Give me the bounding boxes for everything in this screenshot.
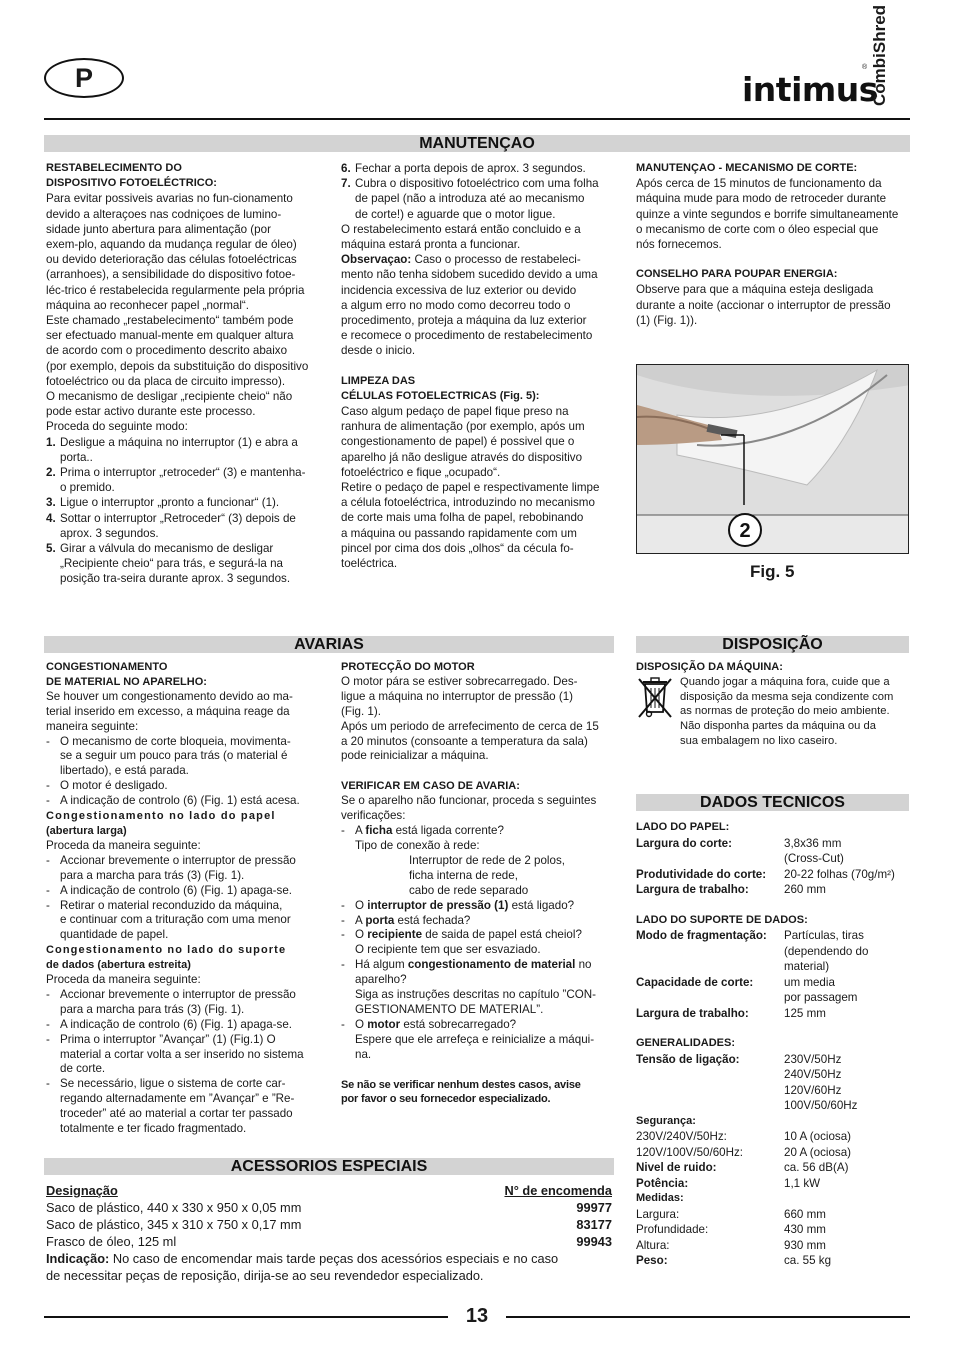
accessory-row: [46, 1216, 612, 1233]
body-line: de corte mais uma folha de papel, rebobinando: [341, 511, 584, 525]
fault-bullet: - O mecanismo de corte bloqueia, movimenta- se a seguir um pouco para trás (o material é libertado), e está parada.: [46, 734, 291, 778]
brand-name: intimus: [742, 70, 878, 109]
reset-step: 5. Girar a válvula do mecanismo de desligar „Recipiente cheio“ para trás, e segurá-la na posição tra-seira durante aprox. 3 segundos.: [46, 542, 291, 586]
check-item: - O motor está sobrecarregado? Espere que ele arrefeça e reinicialize a máqui- na.: [341, 1017, 595, 1061]
spec-label: Profundidade:: [636, 1223, 709, 1236]
body-line: O motor pára se estiver sobrecarregado. Des-: [341, 674, 578, 688]
faults-col1: [46, 660, 318, 1137]
subheading: DE MATERIAL NO APARELHO:: [46, 675, 207, 688]
subheading: LIMPEZA DAS: [341, 374, 416, 387]
body-line: Se o aparelho não funcionar, proceda s seguintes: [341, 794, 597, 808]
body-line: maneira seguinte:: [46, 719, 139, 733]
reset-step: 7. Cubra o dispositivo fotoeléctrico com uma folha de papel (não a introduza até ao mecanismo de corte!) e aguarde que o motor ligue.: [341, 177, 599, 221]
fault-bullet: - Accionar brevemente o interruptor de pressão para a marcha para trás (3) (Fig. 1).: [46, 987, 296, 1016]
faults-col2: [341, 660, 613, 1107]
check-keyword: recipiente: [367, 928, 423, 942]
check-keyword: motor: [367, 1017, 401, 1031]
check-item: - O interruptor de pressão (1) está ligado?: [341, 898, 575, 912]
accessories-table: [46, 1182, 612, 1284]
subheading: MANUTENÇAO - MECANISMO DE CORTE:: [636, 162, 858, 174]
section-title-accessories: ACESSORIOS ESPECIAIS: [44, 1158, 614, 1175]
fault-bullet: - Retirar o material reconduzido da máquina, e continuar com a trituração com uma menor quantidade de papel.: [46, 898, 291, 942]
spec-value: um media por passagem: [784, 975, 858, 1004]
spec-row: [636, 1129, 910, 1145]
body-line: O mecanismo de desligar „recipiente cheio“ não: [46, 390, 293, 404]
disposal-line: Quando jogar a máquina fora, cuide que a: [680, 676, 890, 689]
disposal-line: disposição da mesma seja condizente com: [680, 690, 894, 703]
spec-value: Partículas, tiras (dependendo do material): [784, 929, 869, 973]
reset-step: 4. Sottar o interruptor „Retroceder“ (3) depois de aprox. 3 segundos.: [46, 511, 296, 540]
subheading: LADO DO PAPEL:: [636, 821, 730, 833]
bullet-dash: -: [341, 898, 345, 912]
spec-value: 125 mm: [784, 1006, 826, 1020]
subheading: RESTABELECIMENTO DO: [46, 162, 182, 174]
bullet-dash: -: [46, 1017, 50, 1031]
registered-mark: ®: [862, 64, 868, 71]
check-keyword: porta: [365, 913, 395, 927]
bullet-dash: -: [341, 913, 345, 927]
subheading: VERIFICAR EM CASO DE AVARIA:: [341, 780, 520, 793]
bullet-dash: -: [46, 1077, 50, 1091]
body-line: ser efectuado manual-mente em qualquer altura: [46, 329, 294, 343]
spec-row: [636, 1253, 910, 1269]
spec-value: 1,1 kW: [784, 1176, 821, 1190]
check-keyword: ficha: [365, 824, 393, 838]
page-number: 13: [465, 1305, 489, 1327]
step-number: 2.: [46, 466, 56, 480]
body-line: a algum erro no modo como decorreu todo o: [341, 298, 571, 312]
fault-bullet: - Accionar brevemente o interruptor de pressão para a marcha para trás (3) (Fig. 1).: [46, 853, 296, 882]
spec-label: Tensão de ligação:: [636, 1052, 740, 1066]
bullet-dash: -: [46, 883, 50, 897]
bullet-dash: -: [46, 1032, 50, 1046]
reset-step: 2. Prima o interruptor „retroceder“ (3) e mantenha- o premido.: [46, 466, 306, 495]
body-line: nós fornecemos.: [636, 238, 722, 252]
body-line: Retire o pedaço de papel e respectivamente limpe: [341, 481, 600, 495]
body-line: Após cerca de 15 minutos de funcionamento da: [636, 177, 882, 191]
spec-label: Largura de trabalho:: [636, 1006, 749, 1020]
fault-bullet-list: [46, 854, 318, 943]
step-number: 5.: [46, 542, 56, 556]
disposal-line: as normas de proteção do meio ambiente.: [680, 705, 890, 718]
bullet-dash: -: [46, 779, 50, 793]
spec-value: 430 mm: [784, 1223, 826, 1236]
spec-row: [636, 1176, 910, 1192]
final-note: Se não se verificar nenhum destes casos, avise: [341, 1078, 581, 1091]
spacer: [341, 764, 613, 779]
spec-value: 660 mm: [784, 1207, 826, 1221]
figure-5-photo: [636, 364, 909, 554]
section-title-maintenance: MANUTENÇAO: [44, 135, 910, 152]
accessories-header: [46, 1182, 612, 1199]
spec-value: ca. 55 kg: [784, 1254, 832, 1267]
spacer: [636, 1021, 910, 1036]
body-line: e recomece o procedimento de restabelecimento: [341, 329, 593, 343]
accessory-name: Saco de plástico, 345 x 310 x 750 x 0,17 mm: [46, 1217, 302, 1232]
final-note: por favor o seu fornecedor especializado.: [341, 1093, 551, 1106]
spec-row: [636, 1222, 910, 1238]
spec-value: 20 A (ociosa): [784, 1145, 852, 1159]
spec-label: Capacidade de corte:: [636, 975, 754, 989]
spec-value: 20-22 folhas (70g/m²): [784, 867, 895, 881]
figure-callout-2: 2: [739, 520, 751, 542]
spec-label: Peso:: [636, 1254, 668, 1267]
spec-value: ca. 56 dB(A): [784, 1161, 849, 1174]
spec-label: Altura:: [636, 1238, 670, 1252]
fault-bullet-list: [46, 988, 318, 1137]
footer-rule-left: [44, 1316, 448, 1318]
bullet-dash: -: [46, 794, 50, 808]
body-line: Após um periodo de arrefecimento de cerca de 15: [341, 719, 599, 733]
accessory-order-number: 83177: [576, 1217, 612, 1232]
body-line: pincel por cima dos dois „olhos“ da cécula fo-: [341, 541, 574, 555]
spec-label: Largura:: [636, 1207, 680, 1221]
connection-types: [355, 854, 613, 899]
spec-value: 3,8x36 mm (Cross-Cut): [784, 836, 844, 865]
figure-caption: Fig. 5: [750, 562, 795, 581]
spec-row: [636, 1207, 910, 1223]
connection-type: cabo de rede separado: [409, 883, 529, 897]
body-line: devido a alteraçoes nas codniçoes de lumino-: [46, 207, 282, 221]
body-line: Proceda da maneira seguinte:: [46, 973, 201, 987]
body-line: fotoeléctrico ou da placa de circuito impresso).: [46, 374, 286, 388]
body-line: máquina ao reconhecer papel „normal“.: [46, 298, 250, 312]
bullet-dash: -: [46, 734, 50, 748]
body-line: Este chamado „restabelecimento“ também pode: [46, 314, 294, 328]
body-line: léc-trico é restabelecida regularmente pela própria: [46, 283, 305, 297]
body-line: a 20 minutos (consoante a temperatura da sala): [341, 734, 588, 748]
body-line: (por exemplo, depois da substituição do dispositivo: [46, 359, 309, 373]
disposal-heading: DISPOSIÇÃO DA MÁQUINA:: [636, 661, 783, 673]
fault-bullet: - A indicação de controlo (6) (Fig. 1) está acesa.: [46, 794, 300, 808]
spec-label: 230V/240V/50Hz:: [636, 1130, 727, 1143]
spacer: [341, 1063, 613, 1078]
spec-row: [636, 975, 910, 1006]
body-line: máquina estará pronta a funcionar.: [341, 238, 521, 252]
body-line: Proceda da maneira seguinte:: [46, 838, 201, 852]
step-number: 4.: [46, 511, 56, 525]
spacer: [636, 252, 910, 267]
disposal-line: Não disponha partes da máquina ou da: [680, 719, 876, 732]
body-line: o mecanismo de corte com o óleo especial que: [636, 222, 879, 236]
spec-label: Produtividade do corte:: [636, 867, 767, 881]
maintenance-col2: [341, 161, 613, 571]
spec-row: [636, 1006, 910, 1022]
spacer: [341, 359, 613, 374]
body-line: pode estar activo durante este processo.: [46, 405, 256, 419]
check-item: - Há algum congestionamento de material no aparelho? Siga as instruções descritas no capítulo ”CON- GESTIONAMENTO DE MATERIAL”.: [341, 958, 596, 1016]
spec-label: Nivel de ruido:: [636, 1161, 717, 1174]
disposal-block: [636, 660, 910, 748]
shredder-feed-illustration: [637, 365, 909, 554]
body-line: toeléctrica.: [341, 557, 398, 571]
body-line: fotoeléctrico e fique „ocupado“.: [341, 465, 501, 479]
body-line: ou devido deterioração das células fotoeléctricas: [46, 253, 297, 267]
check-item: - A ficha está ligada corrente? Tipo de conexão à rede: Interruptor de rede de 2 polos, ficha interna de rede, cabo de rede separado: [341, 824, 613, 899]
reset-step: 3. Ligue o interruptor „pronto a funcionar“ (1).: [46, 496, 280, 510]
body-line: a célula fotoeléctrica, introduzindo no mecanismo: [341, 496, 595, 510]
body-line: procedimento, proteja a máquina da luz exterior: [341, 314, 587, 328]
observation-line: Observaçao: Caso o processo de restabeleci-: [341, 253, 581, 267]
subheading: de dados (abertura estreita): [46, 959, 191, 972]
spec-label: Potência:: [636, 1176, 689, 1190]
bullet-dash: -: [46, 853, 50, 867]
body-line: ligue a máquina no interruptor de pressão (1): [341, 689, 574, 703]
accessory-row: [46, 1233, 612, 1250]
body-line: ranhura de alimentação (por exemplo, após um: [341, 420, 585, 434]
reset-step-list: [341, 161, 613, 222]
subheading: Medidas:: [636, 1192, 684, 1204]
spec-row: [636, 1160, 910, 1176]
subheading: LADO DO SUPORTE DE DADOS:: [636, 913, 808, 926]
spec-value: 260 mm: [784, 883, 826, 896]
subheading: CÉLULAS FOTOELECTRICAS (Fig. 5):: [341, 389, 540, 402]
fault-bullet: - Prima o interruptor ”Avançar” (1) (Fig.1) O material a cortar volta a ser inserido no sistema de corte.: [46, 1032, 304, 1076]
body-line: mento não tenha sidobem sucedido devido a uma: [341, 268, 598, 282]
spec-row: [636, 1238, 910, 1254]
spec-row: [636, 836, 910, 867]
spec-row: [636, 928, 910, 975]
body-line: exem-plo, aquando da mudança regular de óleo): [46, 238, 297, 252]
body-line: Para evitar possiveis avarias no fun-cionamento: [46, 192, 293, 206]
disposal-line: sua embalagem no lixo caseiro.: [680, 734, 838, 747]
spec-row: [636, 867, 910, 883]
brand-logo: [742, 4, 912, 109]
tech-data: [636, 820, 910, 1269]
maintenance-col3: [636, 161, 910, 328]
fault-bullet: - O motor é desligado.: [46, 779, 168, 793]
step-number: 6.: [341, 162, 351, 175]
section-title-disposal: DISPOSIÇÃO: [636, 636, 909, 653]
subheading: Segurança:: [636, 1114, 696, 1127]
section-title-faults: AVARIAS: [44, 636, 614, 653]
body-line: pode reinicializar a máquina.: [341, 749, 489, 763]
body-line: a máquina ou passando rapidamente com um: [341, 526, 577, 540]
connection-type: ficha interna de rede,: [409, 868, 518, 882]
reset-step-list: [46, 435, 318, 587]
subheading: GENERALIDADES:: [636, 1037, 736, 1049]
spec-value: 230V/50Hz 240V/50Hz 120V/60Hz 100V/50/60Hz: [784, 1052, 858, 1112]
step-number: 7.: [341, 177, 351, 191]
connection-type: Interruptor de rede de 2 polos,: [409, 853, 565, 867]
spec-row: [636, 1052, 910, 1114]
body-line: máquina mude para modo de retroceder durante: [636, 192, 887, 206]
check-keyword: congestionamento de material: [407, 958, 576, 972]
subheading: Congestionamento no lado do papel: [46, 810, 276, 823]
body-line: incidencia excessiva de luz exterior ou devido: [341, 283, 577, 297]
body-line: Se houver um congestionamento devido ao ma-: [46, 689, 293, 703]
body-line: Proceda do seguinte modo:: [46, 420, 188, 434]
bullet-dash: -: [341, 1017, 345, 1031]
maintenance-col1: [46, 161, 318, 587]
check-item: - O recipiente de saida de papel está cheiol? O recipiente tem que ser esvaziado.: [341, 928, 582, 957]
body-line: quinze a vinte segundos e borrife simultaneamente: [636, 207, 899, 221]
product-name: CombiShred: [870, 4, 889, 106]
body-line: sidade junto abertura para alimentação (por: [46, 222, 271, 236]
bullet-dash: -: [341, 928, 345, 942]
bullet-dash: -: [46, 987, 50, 1001]
col-designation: Designação: [46, 1183, 118, 1198]
fault-bullet: - A indicação de controlo (6) (Fig. 1) apaga-se.: [46, 1017, 292, 1031]
accessory-order-number: 99943: [576, 1234, 612, 1249]
body-line: (arranhoes), a sensibilidade do dispositivo fotoe-: [46, 268, 296, 282]
reset-step: 6. Fechar a porta depois de aprox. 3 segundos.: [341, 162, 586, 175]
body-line: durante a noite (accionar o interruptor de pressão: [636, 298, 891, 312]
body-line: (1) (Fig. 1)).: [636, 313, 698, 327]
col-order-number: N° de encomenda: [504, 1183, 612, 1198]
spacer: [636, 898, 910, 913]
check-keyword: interruptor de pressão (1): [367, 898, 509, 912]
spec-label: Largura do corte:: [636, 836, 732, 850]
step-number: 3.: [46, 496, 56, 510]
subheading: DISPOSITIVO FOTOELÉCTRICO:: [46, 177, 217, 190]
body-line: congestionamento de papel) é possivel que o: [341, 435, 575, 449]
bullet-dash: -: [341, 824, 345, 838]
accessory-row: [46, 1199, 612, 1216]
check-item: - A porta está fechada?: [341, 913, 471, 927]
body-line: (Fig. 1).: [341, 704, 381, 718]
bullet-dash: -: [46, 898, 50, 912]
subheading: Congestionamento no lado do suporte: [46, 944, 287, 957]
accessory-name: Frasco de óleo, 125 ml: [46, 1234, 177, 1249]
footer-rule-right: [506, 1316, 910, 1318]
spec-label: 120V/100V/50/60Hz:: [636, 1145, 743, 1159]
body-line: de acordo com o procedimento descrito abaixo: [46, 344, 288, 358]
body-line: Observe para que a máquina esteja desligada: [636, 283, 874, 297]
observation-label: Observaçao:: [341, 253, 412, 267]
spec-label: Modo de fragmentação:: [636, 929, 767, 942]
spec-label: Largura de trabalho:: [636, 883, 749, 896]
subheading: (abertura larga): [46, 824, 127, 837]
crossed-bin-icon: [636, 676, 674, 720]
body-line: O restabelecimento estará então concluido e a: [341, 222, 581, 236]
body-line: aparelho já não desligue através do dispositivo: [341, 450, 583, 464]
spec-value: 930 mm: [784, 1238, 826, 1252]
reset-step: 1. Desligue a máquina no interruptor (1) e abra a porta..: [46, 435, 298, 464]
fault-bullet: - A indicação de controlo (6) (Fig. 1) apaga-se.: [46, 883, 292, 897]
spec-value: 10 A (ociosa): [784, 1130, 852, 1143]
step-number: 1.: [46, 435, 56, 449]
section-title-tech: DADOS TECNICOS: [636, 794, 909, 811]
header-rule: [44, 118, 910, 120]
body-line: desde o inicio.: [341, 344, 416, 358]
subheading: PROTECÇÃO DO MOTOR: [341, 661, 475, 673]
body-line: verificações:: [341, 809, 406, 823]
language-badge: P: [44, 58, 124, 98]
accessory-name: Saco de plástico, 440 x 330 x 950 x 0,05 mm: [46, 1200, 302, 1215]
fault-bullet-list: [46, 735, 318, 810]
fault-bullet: - Se necessário, ligue o sistema de corte car- regando alternadamente em ”Avançar” e ”Re- troceder” até ao material a cortar ter passado totalmente e ter ficado fragmentado.: [46, 1077, 295, 1136]
accessory-order-number: 99977: [576, 1200, 612, 1215]
body-line: Caso algum pedaço de papel fique preso na: [341, 405, 569, 419]
check-list: [341, 824, 613, 1063]
spec-row: [636, 882, 910, 898]
subheading: CONGESTIONAMENTO: [46, 661, 168, 673]
accessories-note: Indicação: No caso de encomendar mais tarde peças dos acessórios especiais e no caso de necessitar peças de reposição, dirija-se ao seu revendedor especializado.: [46, 1251, 559, 1283]
spec-row: [636, 1145, 910, 1161]
body-line: terial inserido em excesso, a máquina reage da: [46, 704, 290, 718]
bullet-dash: -: [341, 958, 345, 972]
subheading: CONSELHO PARA POUPAR ENERGIA:: [636, 268, 838, 281]
